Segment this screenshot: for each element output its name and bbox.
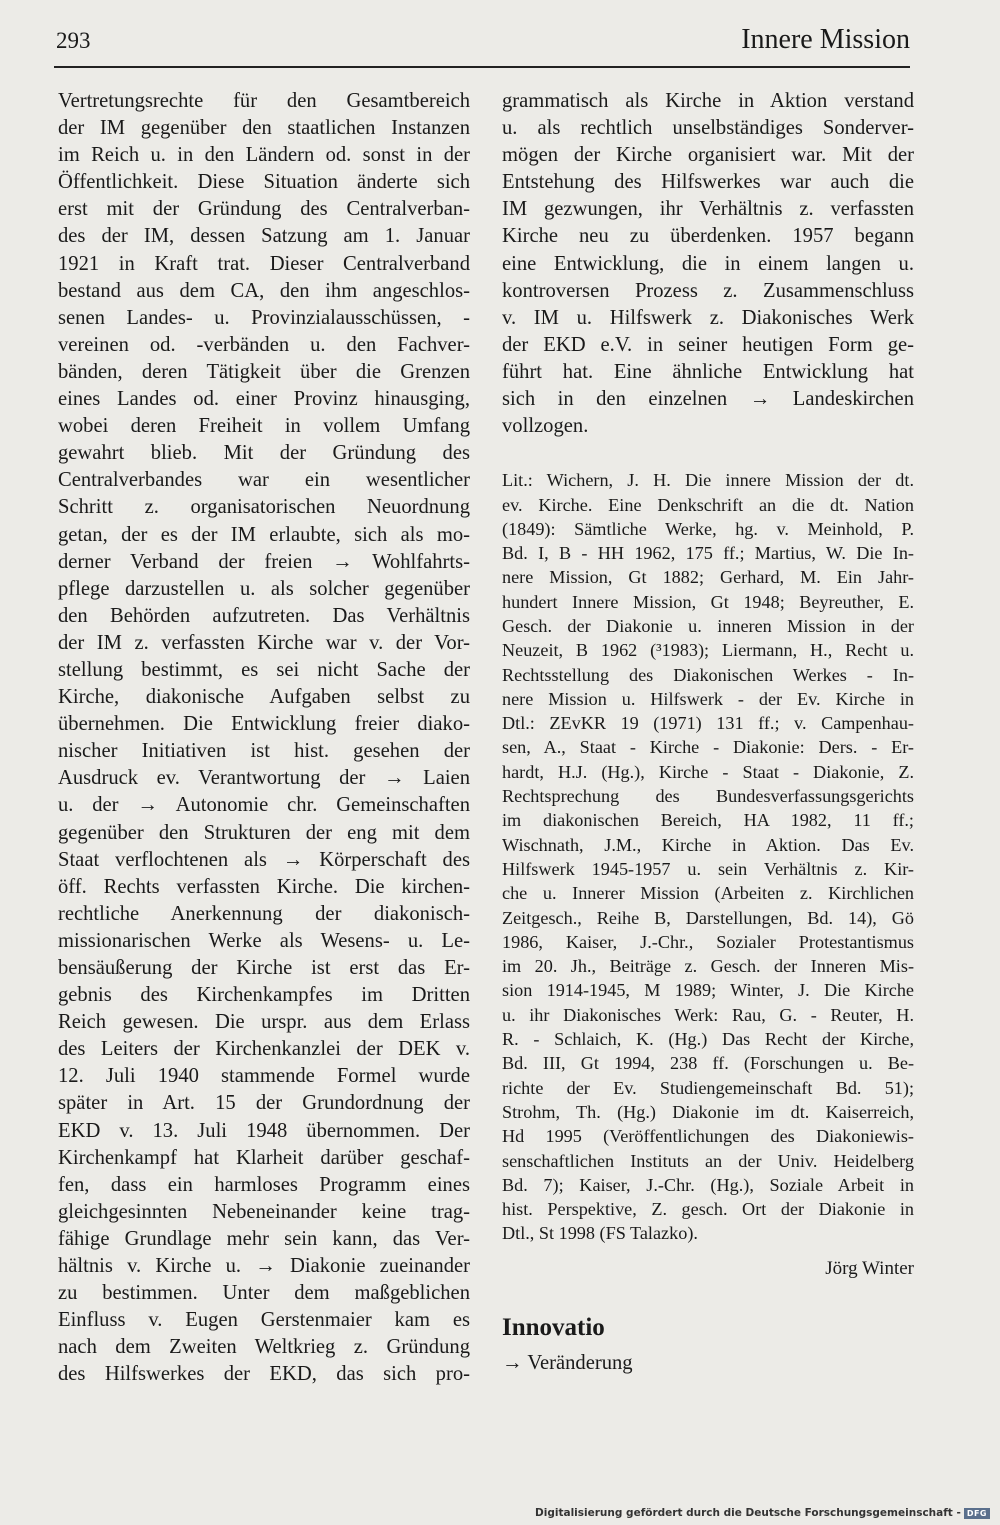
text-line: Reich gewesen. Die urspr. aus dem Erlass — [58, 1011, 470, 1034]
text-line: bestand aus dem CA, den ihm angeschlos- — [58, 279, 470, 302]
text-line: 1921 in Kraft trat. Dieser Centralverband — [58, 252, 470, 275]
text-line: gegenüber den Strukturen der eng mit dem — [58, 821, 470, 844]
text-line: Wischnath, J.M., Kirche in Aktion. Das Ev. — [502, 834, 914, 855]
text-line: Hilfswerk 1945-1957 u. sein Verhältnis z. Kir- — [502, 858, 914, 879]
text-line: Ausdruck ev. Verantwortung der → Laien — [58, 767, 470, 790]
text-line: Rechtsstellung des Diakonischen Werkes - In- — [502, 664, 914, 685]
text-line: Kirche, diakonische Aufgaben selbst zu — [58, 686, 470, 709]
text-line: Öffentlichkeit. Diese Situation änderte sich — [58, 171, 470, 194]
text-line: Hd 1995 (Veröffentlichungen des Diakoniewis- — [502, 1126, 914, 1147]
text-line: v. IM u. Hilfswerk z. Diakonisches Werk — [502, 306, 914, 329]
text-line: Bd. 7); Kaiser, J.-Chr. (Hg.), Soziale Arbeit in — [502, 1174, 914, 1195]
text-line: Lit.: Wichern, J. H. Die innere Mission der dt. — [502, 470, 914, 491]
text-line: ev. Kirche. Eine Denkschrift an die dt. Nation — [502, 494, 914, 515]
text-line: che u. Innerer Mission (Arbeiten z. Kirchlichen — [502, 883, 914, 904]
literature-section — [502, 468, 914, 1246]
text-line: Centralverbandes war ein wesentlicher — [58, 469, 470, 492]
text-line: Dtl., St 1998 (FS Talazko). — [502, 1223, 698, 1244]
text-line: bensäußerung der Kirche ist erst das Er- — [58, 957, 470, 979]
text-line: Bd. I, B - HH 1962, 175 ff.; Martius, W. Die In- — [502, 543, 914, 564]
text-line: getan, der es der IM erlaubte, sich als mo- — [58, 523, 470, 546]
text-line: im 20. Jh., Beiträge z. Gesch. der Inneren Mis- — [502, 956, 914, 977]
text-line: mögen der Kirche organisiert war. Mit der — [502, 144, 914, 167]
text-line: missionarischen Werke als Wesens- u. Le- — [58, 929, 470, 952]
article-paragraph — [502, 88, 914, 440]
text-line: hardt, H.J. (Hg.), Kirche - Staat - Diakonie, Z. — [502, 761, 914, 782]
text-line: des der IM, dessen Satzung am 1. Januar — [58, 225, 470, 248]
text-line: senschaftlichen Instituts an der Univ. Heidelberg — [502, 1150, 914, 1171]
right-column — [502, 88, 914, 1375]
text-line: im Reich u. in den Ländern od. sonst in der — [58, 144, 470, 167]
text-line: vereinen od. -verbänden u. den Fachver- — [58, 333, 470, 356]
text-line: Zeitgesch., Reihe B, Darstellungen, Bd. 14), Gö — [502, 907, 914, 928]
text-line: im diakonischen Bereich, HA 1982, 11 ff.; — [502, 810, 914, 831]
text-line: nischer Initiativen ist hist. gesehen der — [58, 740, 470, 763]
text-line: sich in den einzelnen → Landeskirchen — [502, 388, 914, 411]
text-line: fen, dass ein harmloses Programm eines — [58, 1173, 470, 1196]
text-line: öff. Rechts verfassten Kirche. Die kirchen- — [58, 875, 470, 898]
text-line: später in Art. 15 der Grundordnung der — [58, 1092, 470, 1115]
left-column — [58, 88, 470, 1389]
text-line: Gesch. der Diakonie u. inneren Mission in der — [502, 616, 914, 636]
text-line: führt hat. Eine ähnliche Entwicklung hat — [502, 360, 914, 383]
text-line: der IM z. verfassten Kirche war v. der Vor- — [58, 631, 470, 654]
text-line: erst mit der Gründung des Centralverban- — [58, 198, 470, 221]
text-line: gewahrt blieb. Mit der Gründung des — [58, 442, 470, 465]
text-line: zu bestimmen. Unter dem maßgeblichen — [58, 1282, 470, 1305]
text-line: Kirche neu zu überdenken. 1957 begann — [502, 225, 914, 248]
text-line: R. - Schlaich, K. (Hg.) Das Recht der Kirche, — [502, 1029, 914, 1050]
text-line: rechtliche Anerkennung der diakonisch- — [58, 902, 470, 925]
text-line: senen Landes- u. Provinzialausschüssen, - — [58, 306, 470, 329]
text-line: Vertretungsrechte für den Gesamtbereich — [58, 90, 470, 112]
text-line: pflege darzustellen u. als solcher gegenüber — [58, 577, 470, 600]
header-rule — [54, 66, 910, 68]
text-line: übernehmen. Die Entwicklung freier diako- — [58, 713, 470, 736]
text-line: des Hilfswerkes der EKD, das sich pro- — [58, 1363, 470, 1386]
text-line: grammatisch als Kirche in Aktion verstand — [502, 90, 914, 112]
text-line: nere Mission u. Hilfswerk - der Ev. Kirche in — [502, 688, 914, 709]
text-line: vollzogen. — [502, 415, 589, 438]
text-line: u. als rechtlich unselbständiges Sonderver- — [502, 117, 914, 140]
text-line: hist. Perspektive, Z. gesch. Ort der Diakonie in — [502, 1199, 914, 1220]
text-line: Staat verflochtenen als → Körperschaft des — [58, 848, 470, 871]
text-line: Schritt z. organisatorischen Neuordnung — [58, 496, 470, 519]
text-line: des Leiters der Kirchenkanzlei der DEK v. — [58, 1038, 470, 1061]
text-line: fähige Grundlage mehr sein kann, das Ver- — [58, 1227, 470, 1250]
text-line: IM gezwungen, ihr Verhältnis z. verfassten — [502, 198, 914, 221]
entry-title: Innovatio — [502, 1313, 605, 1341]
text-line: eine Entwicklung, die in einem langen u. — [502, 252, 914, 275]
text-line: der EKD e.V. in seiner heutigen Form ge- — [502, 333, 914, 356]
text-line: Strohm, Th. (Hg.) Diakonie im dt. Kaiserreich, — [502, 1101, 914, 1122]
text-line: sen, A., Staat - Kirche - Diakonie: Ders. - Er- — [502, 737, 914, 758]
text-line: den Behörden aufzutreten. Das Verhältnis — [58, 604, 470, 627]
author-signature: Jörg Winter — [825, 1257, 914, 1279]
text-line: gebnis des Kirchenkampfes im Dritten — [58, 984, 470, 1007]
footer-credit-text: Digitalisierung gefördert durch die Deutsche Forschungsgemeinschaft - — [535, 1507, 961, 1519]
text-line: Entstehung des Hilfswerkes war auch die — [502, 171, 914, 194]
text-line: Kirchenkampf hat Klarheit darüber geschaf- — [58, 1146, 470, 1169]
text-line: u. der → Autonomie chr. Gemeinschaften — [58, 794, 470, 817]
footer-credit — [535, 1507, 990, 1519]
text-line: Dtl.: ZEvKR 19 (1971) 131 ff.; v. Campenhau- — [502, 713, 914, 734]
text-line: eines Landes od. einer Provinz hinausging, — [58, 388, 470, 411]
text-line: hältnis v. Kirche u. → Diakonie zueinander — [58, 1255, 470, 1278]
text-line: kontroversen Prozess z. Zusammenschluss — [502, 279, 914, 302]
text-line: Rechtsprechung des Bundesverfassungsgerichts — [502, 786, 914, 807]
page-number: 293 — [56, 28, 91, 53]
text-line: (1849): Sämtliche Werke, hg. v. Meinhold, P. — [502, 518, 914, 539]
cross-reference: → Veränderung — [502, 1351, 633, 1374]
text-line: Neuzeit, B 1962 (³1983); Liermann, H., Recht u. — [502, 640, 914, 661]
text-line: wobei deren Freiheit in vollem Umfang — [58, 415, 470, 438]
text-line: hundert Innere Mission, Gt 1948; Beyreuther, E. — [502, 591, 914, 612]
text-line: 12. Juli 1940 stammende Formel wurde — [58, 1065, 470, 1088]
text-line: sion 1914-1945, M 1989; Winter, J. Die Kirche — [502, 980, 914, 1001]
text-line: nere Mission, Gt 1882; Gerhard, M. Ein Jahr- — [502, 567, 914, 588]
text-line: 1986, Kaiser, J.-Chr., Sozialer Protestantismus — [502, 931, 914, 952]
dfg-logo: DFG — [964, 1508, 990, 1519]
text-line: bänden, deren Tätigkeit über die Grenzen — [58, 360, 470, 383]
text-line: Bd. III, Gt 1994, 238 ff. (Forschungen u. Be- — [502, 1053, 914, 1074]
text-line: derner Verband der freien → Wohlfahrts- — [58, 550, 470, 573]
text-line: richte der Ev. Studiengemeinschaft Bd. 51); — [502, 1077, 914, 1098]
text-line: u. ihr Diakonisches Werk: Rau, G. - Reuter, H. — [502, 1004, 914, 1025]
text-line: EKD v. 13. Juli 1948 übernommen. Der — [58, 1119, 470, 1142]
text-line: stellung bestimmt, es sei nicht Sache der — [58, 658, 470, 681]
running-head: Innere Mission — [741, 24, 910, 55]
text-line: nach dem Zweiten Weltkrieg z. Gründung — [58, 1336, 470, 1359]
text-line: Einfluss v. Eugen Gerstenmaier kam es — [58, 1309, 470, 1332]
text-line: der IM gegenüber den staatlichen Instanzen — [58, 117, 470, 140]
text-line: gleichgesinnten Nebeneinander keine trag- — [58, 1200, 470, 1223]
